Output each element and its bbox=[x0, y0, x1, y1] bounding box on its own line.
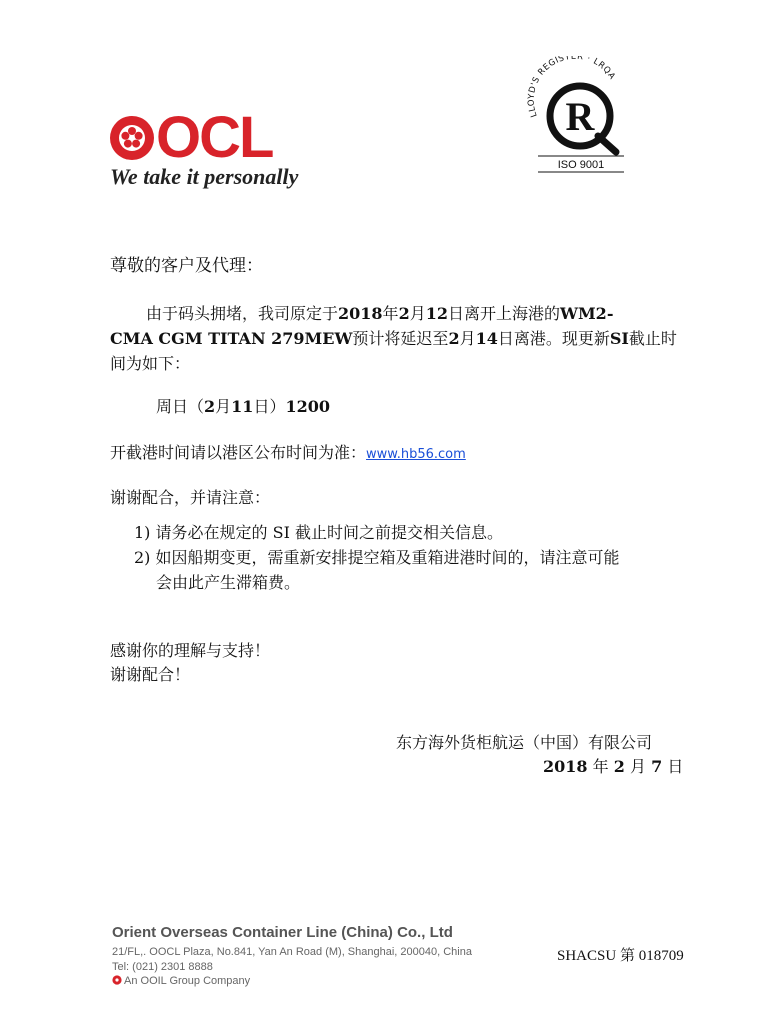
para1-line3: 间为如下： bbox=[110, 354, 191, 373]
text-segment: 018709 bbox=[638, 948, 684, 964]
text-segment: 1200 bbox=[285, 397, 330, 416]
vessel-name: CMA CGM TITAN 279MEW bbox=[110, 329, 353, 348]
footer-address: 21/FL,. OOCL Plaza, No.841, Yan An Road (M), Shanghai, 200040, China bbox=[112, 946, 472, 958]
seal-letter: R bbox=[565, 94, 595, 139]
text-segment: 11 bbox=[231, 397, 254, 416]
text-segment: 2018 bbox=[543, 757, 588, 776]
port-notice-text: 开截港时间请以港区公布时间为准： bbox=[110, 443, 367, 462]
logo-letter-l: L bbox=[239, 105, 273, 170]
logo-wordmark bbox=[108, 105, 273, 170]
text-segment: 2018 bbox=[338, 304, 383, 323]
logo-letter-o: O bbox=[156, 105, 200, 170]
port-notice bbox=[110, 442, 466, 466]
seal-arc-text: LLOYD'S REGISTER · LRQA bbox=[526, 56, 618, 119]
text-segment: 2 bbox=[448, 329, 460, 348]
text-segment: 月 bbox=[459, 329, 476, 348]
text-segment: 月 bbox=[409, 304, 426, 323]
note-2 bbox=[134, 547, 620, 569]
text-segment: 2 bbox=[204, 397, 216, 416]
oocl-logo bbox=[108, 105, 338, 198]
si-cutoff-time bbox=[156, 396, 330, 418]
para1-line1 bbox=[146, 303, 613, 325]
plum-blossom-o-icon bbox=[109, 115, 155, 161]
footer-company: Orient Overseas Container Line (China) Co., Ltd bbox=[112, 924, 453, 941]
text-segment: 由于码头拥堵，我司原定于 bbox=[146, 304, 339, 323]
note-1 bbox=[134, 522, 503, 544]
lrqa-seal-icon bbox=[520, 56, 630, 176]
seal-iso-text: ISO 9001 bbox=[557, 159, 605, 171]
company-signature: 东方海外货柜航运（中国）有限公司 bbox=[396, 733, 653, 752]
port-link[interactable]: www.hb56.com bbox=[366, 447, 466, 462]
text-segment: 2 bbox=[398, 304, 410, 323]
logo-tagline: We take it personally bbox=[110, 164, 299, 189]
text-segment: 日 bbox=[667, 757, 684, 776]
letter-date bbox=[543, 756, 683, 778]
note-text: 如因船期变更，需重新安排提空箱及重箱进港时间的，请注意可能 bbox=[155, 548, 620, 567]
text-segment: 年 bbox=[382, 304, 399, 323]
text-segment: 年 bbox=[592, 757, 609, 776]
text-segment: 日离开上海港的 bbox=[447, 304, 560, 323]
text-segment: 12 bbox=[425, 304, 448, 323]
footer-group bbox=[112, 975, 250, 987]
text-segment: 周日（ bbox=[156, 397, 205, 416]
text-segment: 预计将延迟至 bbox=[352, 329, 449, 348]
text-segment: SI bbox=[609, 329, 629, 348]
text-segment: 14 bbox=[475, 329, 498, 348]
cooperate-line: 谢谢配合，并请注意： bbox=[110, 488, 271, 507]
salutation: 尊敬的客户及代理： bbox=[110, 256, 263, 276]
text-segment: 7 bbox=[651, 757, 663, 776]
text-segment: 日离港。现更新 bbox=[497, 329, 610, 348]
footer-tel: Tel: (021) 2301 8888 bbox=[112, 961, 213, 973]
note-number: 2) bbox=[134, 548, 151, 567]
thanks-line-2: 谢谢配合！ bbox=[110, 665, 191, 684]
text-segment: 月 bbox=[215, 397, 232, 416]
text-segment: 截止时 bbox=[628, 329, 677, 348]
text-segment: SHACSU bbox=[557, 948, 617, 964]
thanks-line: 感谢你的理解与支持！ bbox=[110, 641, 271, 660]
text-segment: 2 bbox=[613, 757, 625, 776]
group-flower-icon bbox=[112, 975, 122, 985]
footer-group-text: An OOIL Group Company bbox=[124, 975, 251, 987]
note-number: 1) bbox=[134, 523, 151, 542]
text-segment: 日） bbox=[253, 397, 286, 416]
document-reference bbox=[557, 944, 684, 965]
para1-line2 bbox=[110, 328, 677, 350]
text-segment: WM2- bbox=[560, 304, 614, 323]
text-segment: 月 bbox=[629, 757, 646, 776]
text-segment: 第 bbox=[619, 948, 635, 964]
lrqa-iso-seal bbox=[520, 56, 630, 176]
note-2-cont: 会由此产生滞箱费。 bbox=[156, 573, 301, 592]
note-text: 请务必在规定的 SI 截止时间之前提交相关信息。 bbox=[155, 523, 503, 542]
logo-letter-c: C bbox=[199, 105, 240, 170]
